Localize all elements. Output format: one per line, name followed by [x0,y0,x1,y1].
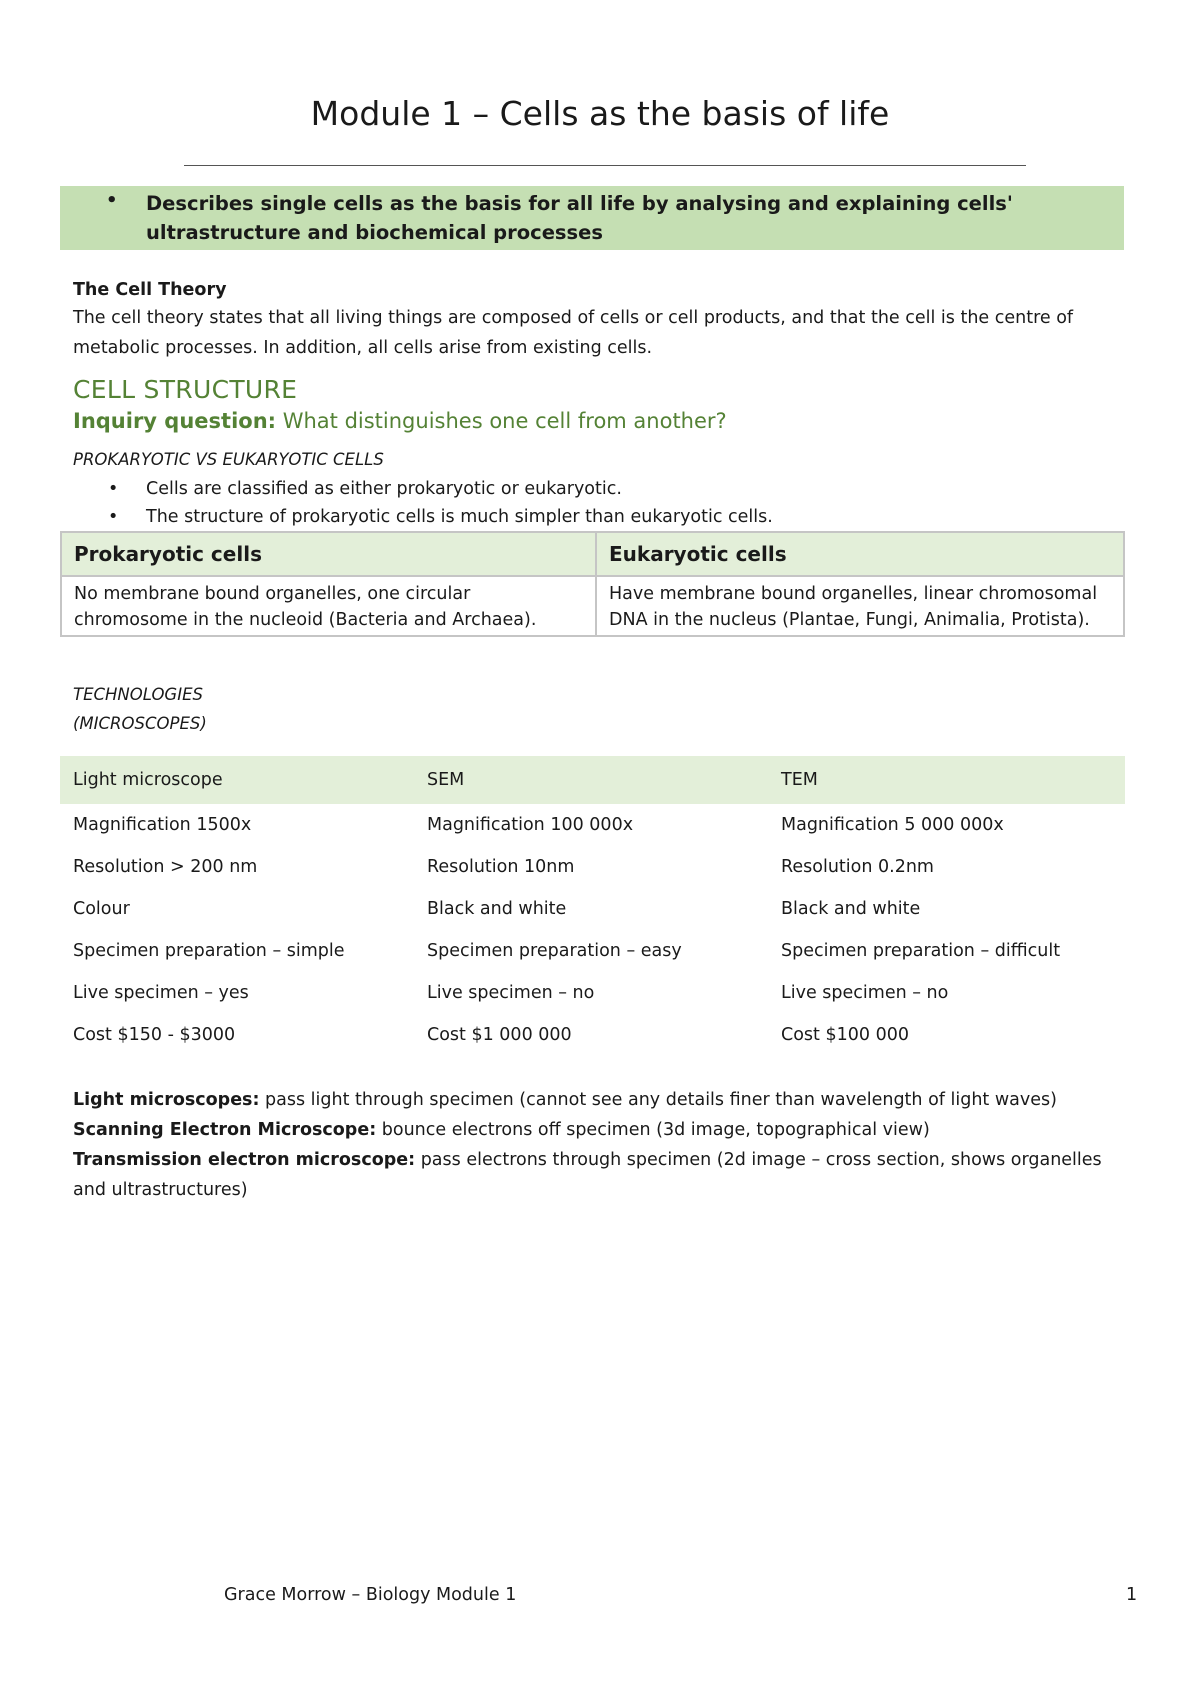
outcome-bullet: • [106,190,118,211]
page-number: 1 [1126,1585,1138,1605]
table-row [61,576,1124,636]
table-cell: Colour [73,899,130,919]
table-cell: Magnification 5 000 000x [781,815,1004,835]
bullet-text: The structure of prokaryotic cells is much simpler than eukaryotic cells. [146,507,773,527]
prokaryotic-subheading: PROKARYOTIC VS EUKARYOTIC CELLS [73,450,384,469]
table-cell: Cost $1 000 000 [427,1025,572,1045]
cell-theory-heading: The Cell Theory [73,280,227,300]
list-item: • Cells are classified as either prokaryotic or eukaryotic. [108,479,622,499]
table-row [60,1014,1125,1056]
note-text: pass light through specimen (cannot see any details finer than wavelength of light waves) [259,1090,1057,1110]
table-cell: Resolution > 200 nm [73,857,258,877]
note-text: pass electrons through specimen (2d image – cross section, shows organelles and ultrastructures) [73,1150,1102,1200]
table-row [60,804,1125,846]
inquiry-label: Inquiry question: [73,409,277,433]
table-cell: Live specimen – yes [73,983,249,1003]
title-divider [184,165,1026,166]
table-cell: Live specimen – no [427,983,595,1003]
cell-structure-heading: CELL STRUCTURE [73,375,298,404]
table-cell: Specimen preparation – easy [427,941,682,961]
table-cell: Specimen preparation – difficult [781,941,1061,961]
inquiry-question [73,409,727,433]
table-row [60,888,1125,930]
header-light-microscope: Light microscope [73,770,223,790]
cell-comparison-table [60,531,1125,637]
table-cell: Specimen preparation – simple [73,941,345,961]
header-sem: SEM [427,770,465,790]
note-sem [73,1115,1133,1145]
table-row [60,930,1125,972]
note-label: Transmission electron microscope: [73,1150,416,1170]
bullet-text: Cells are classified as either prokaryotic or eukaryotic. [146,479,622,499]
inquiry-text: What distinguishes one cell from another? [276,409,727,433]
table-cell: Resolution 10nm [427,857,575,877]
cell-theory-text: The cell theory states that all living things are composed of cells or cell products, and that the cell is the centre of metabolic processes. In addition, all cells arise from existing cells. [73,308,1074,358]
table-cell: Live specimen – no [781,983,949,1003]
table-cell: Resolution 0.2nm [781,857,934,877]
table-header-row [61,532,1124,576]
note-label: Light microscopes: [73,1090,260,1110]
table-row [60,972,1125,1014]
technologies-subheading: TECHNOLOGIES [73,685,203,704]
note-text: bounce electrons off specimen (3d image, topographical view) [376,1120,930,1140]
table-cell: Black and white [781,899,921,919]
microscopes-subheading: (MICROSCOPES) [73,714,207,733]
table-cell: No membrane bound organelles, one circular chromosome in the nucleoid (Bacteria and Archaea). [61,576,596,636]
note-label: Scanning Electron Microscope: [73,1120,377,1140]
microscope-notes [73,1085,1133,1205]
table-cell: Black and white [427,899,567,919]
table-cell: Have membrane bound organelles, linear chromosomal DNA in the nucleus (Plantae, Fungi, Animalia, Protista). [596,576,1124,636]
microscope-table [60,756,1125,1056]
outcome-box [60,186,1124,250]
table-header-eukaryotic: Eukaryotic cells [596,532,1124,576]
footer-text: Grace Morrow – Biology Module 1 [224,1585,517,1605]
table-cell: Cost $150 - $3000 [73,1025,236,1045]
table-cell: Cost $100 000 [781,1025,909,1045]
page-title: Module 1 – Cells as the basis of life [310,94,890,133]
cell-type-bullets [73,475,773,531]
note-light [73,1085,1133,1115]
table-row [60,846,1125,888]
header-tem: TEM [781,770,818,790]
table-header-prokaryotic: Prokaryotic cells [61,532,596,576]
list-item: • The structure of prokaryotic cells is much simpler than eukaryotic cells. [108,507,773,527]
table-header-row [60,756,1125,804]
table-cell: Magnification 1500x [73,815,252,835]
outcome-text: Describes single cells as the basis for all life by analysing and explaining cells' ultrastructure and biochemical processes [146,192,1013,244]
note-tem [73,1145,1133,1205]
table-cell: Magnification 100 000x [427,815,634,835]
